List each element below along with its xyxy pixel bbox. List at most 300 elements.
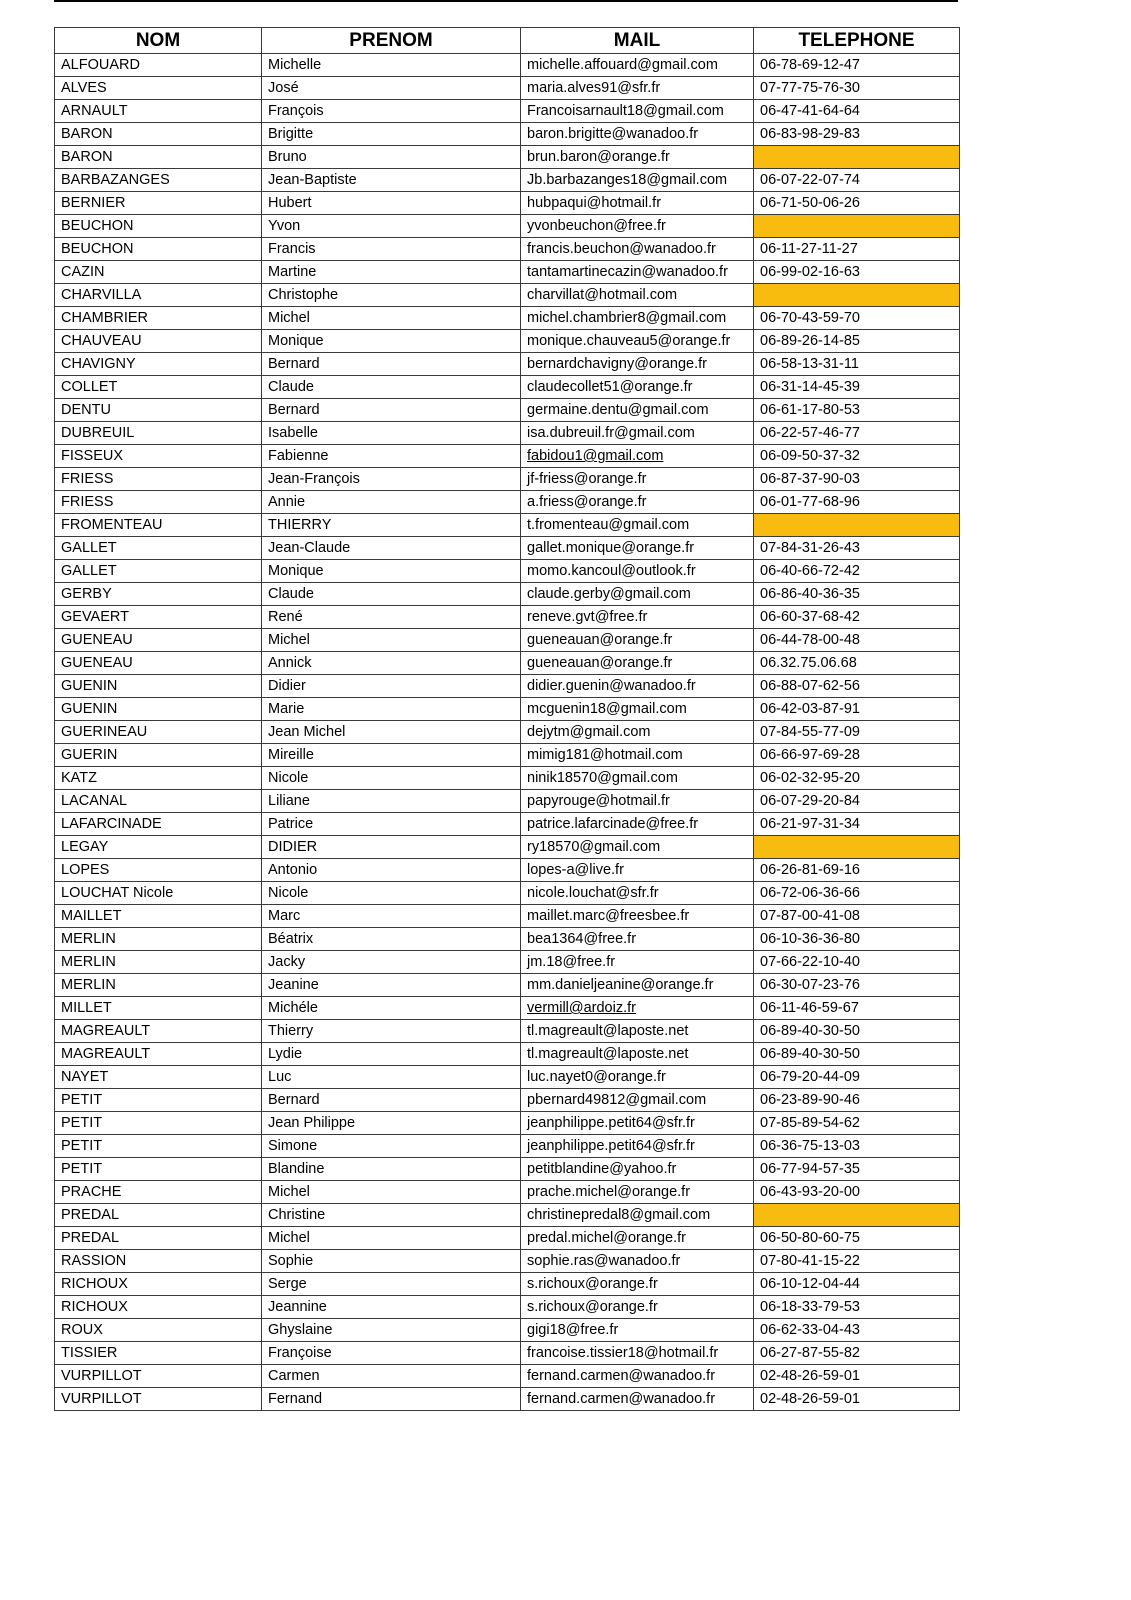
cell-mail: petitblandine@yahoo.fr xyxy=(521,1158,754,1181)
cell-telephone: 07-84-31-26-43 xyxy=(754,537,960,560)
cell-mail: gallet.monique@orange.fr xyxy=(521,537,754,560)
cell-prenom: Isabelle xyxy=(262,422,521,445)
cell-telephone: 06-72-06-36-66 xyxy=(754,882,960,905)
cell-mail: papyrouge@hotmail.fr xyxy=(521,790,754,813)
cell-prenom: Serge xyxy=(262,1273,521,1296)
cell-telephone: 06-83-98-29-83 xyxy=(754,123,960,146)
cell-mail: francoise.tissier18@hotmail.fr xyxy=(521,1342,754,1365)
table-row xyxy=(55,997,960,1020)
cell-nom: CHAMBRIER xyxy=(55,307,262,330)
cell-prenom: Marie xyxy=(262,698,521,721)
cell-telephone: 06.32.75.06.68 xyxy=(754,652,960,675)
table-row xyxy=(55,744,960,767)
cell-telephone: 06-02-32-95-20 xyxy=(754,767,960,790)
table-row xyxy=(55,399,960,422)
cell-telephone: 06-01-77-68-96 xyxy=(754,491,960,514)
cell-telephone: 06-66-97-69-28 xyxy=(754,744,960,767)
cell-telephone: 06-40-66-72-42 xyxy=(754,560,960,583)
table-row xyxy=(55,790,960,813)
cell-nom: LACANAL xyxy=(55,790,262,813)
cell-telephone: 06-31-14-45-39 xyxy=(754,376,960,399)
top-border-line xyxy=(54,0,958,2)
cell-nom: MAILLET xyxy=(55,905,262,928)
cell-mail: isa.dubreuil.fr@gmail.com xyxy=(521,422,754,445)
cell-nom: FRIESS xyxy=(55,468,262,491)
cell-telephone: 07-80-41-15-22 xyxy=(754,1250,960,1273)
cell-mail: maillet.marc@freesbee.fr xyxy=(521,905,754,928)
cell-telephone: 06-86-40-36-35 xyxy=(754,583,960,606)
cell-nom: ROUX xyxy=(55,1319,262,1342)
cell-nom: DENTU xyxy=(55,399,262,422)
cell-prenom: Claude xyxy=(262,583,521,606)
cell-telephone: 07-66-22-10-40 xyxy=(754,951,960,974)
cell-mail: maria.alves91@sfr.fr xyxy=(521,77,754,100)
cell-telephone: 06-58-13-31-11 xyxy=(754,353,960,376)
header-mail: MAIL xyxy=(521,28,754,54)
cell-telephone xyxy=(754,146,960,169)
cell-nom: MERLIN xyxy=(55,951,262,974)
cell-prenom: Jean Michel xyxy=(262,721,521,744)
cell-prenom: Jean-Claude xyxy=(262,537,521,560)
cell-nom: PRACHE xyxy=(55,1181,262,1204)
cell-telephone: 06-22-57-46-77 xyxy=(754,422,960,445)
cell-prenom: Christophe xyxy=(262,284,521,307)
cell-telephone: 06-61-17-80-53 xyxy=(754,399,960,422)
cell-nom: GUENEAU xyxy=(55,652,262,675)
cell-nom: MERLIN xyxy=(55,928,262,951)
cell-telephone: 06-43-93-20-00 xyxy=(754,1181,960,1204)
cell-prenom: Simone xyxy=(262,1135,521,1158)
cell-prenom: Michelle xyxy=(262,54,521,77)
cell-telephone xyxy=(754,1204,960,1227)
cell-telephone xyxy=(754,284,960,307)
cell-prenom: Mireille xyxy=(262,744,521,767)
cell-mail: ninik18570@gmail.com xyxy=(521,767,754,790)
cell-prenom: Liliane xyxy=(262,790,521,813)
cell-mail: mimig181@hotmail.com xyxy=(521,744,754,767)
table-row xyxy=(55,307,960,330)
cell-nom: DUBREUIL xyxy=(55,422,262,445)
cell-prenom: Blandine xyxy=(262,1158,521,1181)
cell-nom: PREDAL xyxy=(55,1227,262,1250)
table-row xyxy=(55,1273,960,1296)
cell-telephone: 06-10-36-36-80 xyxy=(754,928,960,951)
cell-mail: bernardchavigny@orange.fr xyxy=(521,353,754,376)
cell-telephone: 06-71-50-06-26 xyxy=(754,192,960,215)
cell-mail: reneve.gvt@free.fr xyxy=(521,606,754,629)
cell-nom: PETIT xyxy=(55,1158,262,1181)
cell-prenom: Jean-Baptiste xyxy=(262,169,521,192)
table-row xyxy=(55,514,960,537)
cell-telephone: 06-10-12-04-44 xyxy=(754,1273,960,1296)
cell-telephone xyxy=(754,836,960,859)
cell-mail: claude.gerby@gmail.com xyxy=(521,583,754,606)
cell-prenom: Carmen xyxy=(262,1365,521,1388)
cell-nom: BEUCHON xyxy=(55,215,262,238)
table-row xyxy=(55,353,960,376)
cell-telephone: 06-27-87-55-82 xyxy=(754,1342,960,1365)
table-row xyxy=(55,238,960,261)
cell-prenom: Bernard xyxy=(262,353,521,376)
cell-mail: prache.michel@orange.fr xyxy=(521,1181,754,1204)
cell-nom: GERBY xyxy=(55,583,262,606)
cell-prenom: José xyxy=(262,77,521,100)
cell-telephone: 07-87-00-41-08 xyxy=(754,905,960,928)
cell-prenom: Ghyslaine xyxy=(262,1319,521,1342)
cell-mail: jeanphilippe.petit64@sfr.fr xyxy=(521,1112,754,1135)
table-row xyxy=(55,951,960,974)
cell-nom: ALVES xyxy=(55,77,262,100)
table-row xyxy=(55,100,960,123)
table-row xyxy=(55,652,960,675)
table-row xyxy=(55,1204,960,1227)
cell-mail: yvonbeuchon@free.fr xyxy=(521,215,754,238)
cell-nom: PREDAL xyxy=(55,1204,262,1227)
table-row xyxy=(55,1043,960,1066)
table-row xyxy=(55,123,960,146)
cell-telephone: 06-07-29-20-84 xyxy=(754,790,960,813)
cell-mail: charvillat@hotmail.com xyxy=(521,284,754,307)
cell-nom: PETIT xyxy=(55,1135,262,1158)
cell-telephone xyxy=(754,215,960,238)
cell-nom: MAGREAULT xyxy=(55,1043,262,1066)
cell-prenom: Fernand xyxy=(262,1388,521,1411)
cell-telephone: 06-62-33-04-43 xyxy=(754,1319,960,1342)
cell-nom: BARON xyxy=(55,123,262,146)
table-row xyxy=(55,1181,960,1204)
cell-telephone: 06-30-07-23-76 xyxy=(754,974,960,997)
cell-telephone: 06-11-46-59-67 xyxy=(754,997,960,1020)
cell-nom: CHAVIGNY xyxy=(55,353,262,376)
cell-nom: FISSEUX xyxy=(55,445,262,468)
cell-mail: luc.nayet0@orange.fr xyxy=(521,1066,754,1089)
table-row xyxy=(55,192,960,215)
cell-telephone: 06-99-02-16-63 xyxy=(754,261,960,284)
table-row xyxy=(55,813,960,836)
cell-prenom: Michel xyxy=(262,1227,521,1250)
cell-nom: FRIESS xyxy=(55,491,262,514)
table-row xyxy=(55,422,960,445)
cell-mail: monique.chauveau5@orange.fr xyxy=(521,330,754,353)
cell-nom: GUERINEAU xyxy=(55,721,262,744)
cell-mail: mm.danieljeanine@orange.fr xyxy=(521,974,754,997)
cell-mail: predal.michel@orange.fr xyxy=(521,1227,754,1250)
table-row xyxy=(55,1112,960,1135)
table-row xyxy=(55,629,960,652)
cell-prenom: Marc xyxy=(262,905,521,928)
cell-nom: MAGREAULT xyxy=(55,1020,262,1043)
table-row xyxy=(55,1089,960,1112)
cell-nom: GALLET xyxy=(55,537,262,560)
cell-prenom: Martine xyxy=(262,261,521,284)
table-row xyxy=(55,1388,960,1411)
cell-prenom: Jean Philippe xyxy=(262,1112,521,1135)
cell-prenom: THIERRY xyxy=(262,514,521,537)
cell-mail: fabidou1@gmail.com xyxy=(521,445,754,468)
cell-nom: COLLET xyxy=(55,376,262,399)
cell-prenom: Sophie xyxy=(262,1250,521,1273)
header-telephone: TELEPHONE xyxy=(754,28,960,54)
cell-nom: RASSION xyxy=(55,1250,262,1273)
table-row xyxy=(55,1296,960,1319)
table-row xyxy=(55,974,960,997)
cell-prenom: Bernard xyxy=(262,1089,521,1112)
table-row xyxy=(55,1342,960,1365)
cell-telephone: 06-89-26-14-85 xyxy=(754,330,960,353)
table-row xyxy=(55,928,960,951)
cell-telephone: 07-84-55-77-09 xyxy=(754,721,960,744)
cell-prenom: Thierry xyxy=(262,1020,521,1043)
cell-prenom: Francis xyxy=(262,238,521,261)
cell-prenom: René xyxy=(262,606,521,629)
cell-telephone: 06-09-50-37-32 xyxy=(754,445,960,468)
cell-mail: claudecollet51@orange.fr xyxy=(521,376,754,399)
cell-mail: gigi18@free.fr xyxy=(521,1319,754,1342)
table-row xyxy=(55,1250,960,1273)
cell-mail: fernand.carmen@wanadoo.fr xyxy=(521,1365,754,1388)
cell-mail: pbernard49812@gmail.com xyxy=(521,1089,754,1112)
cell-telephone: 07-85-89-54-62 xyxy=(754,1112,960,1135)
cell-telephone: 06-87-37-90-03 xyxy=(754,468,960,491)
cell-nom: CHARVILLA xyxy=(55,284,262,307)
cell-mail: momo.kancoul@outlook.fr xyxy=(521,560,754,583)
table-row xyxy=(55,606,960,629)
cell-nom: BARBAZANGES xyxy=(55,169,262,192)
cell-nom: LEGAY xyxy=(55,836,262,859)
table-row xyxy=(55,1066,960,1089)
cell-mail: s.richoux@orange.fr xyxy=(521,1273,754,1296)
table-row xyxy=(55,1319,960,1342)
cell-mail: jm.18@free.fr xyxy=(521,951,754,974)
cell-telephone: 06-89-40-30-50 xyxy=(754,1020,960,1043)
table-header xyxy=(55,28,960,54)
header-nom: NOM xyxy=(55,28,262,54)
cell-nom: PETIT xyxy=(55,1089,262,1112)
table-row xyxy=(55,1020,960,1043)
cell-nom: VURPILLOT xyxy=(55,1388,262,1411)
cell-prenom: Nicole xyxy=(262,882,521,905)
cell-telephone: 06-21-97-31-34 xyxy=(754,813,960,836)
cell-telephone: 06-18-33-79-53 xyxy=(754,1296,960,1319)
cell-prenom: François xyxy=(262,100,521,123)
table-row xyxy=(55,54,960,77)
cell-prenom: Jacky xyxy=(262,951,521,974)
cell-nom: RICHOUX xyxy=(55,1273,262,1296)
cell-nom: GEVAERT xyxy=(55,606,262,629)
table-row xyxy=(55,445,960,468)
cell-telephone: 02-48-26-59-01 xyxy=(754,1365,960,1388)
cell-telephone: 06-77-94-57-35 xyxy=(754,1158,960,1181)
cell-mail: baron.brigitte@wanadoo.fr xyxy=(521,123,754,146)
cell-prenom: DIDIER xyxy=(262,836,521,859)
cell-nom: NAYET xyxy=(55,1066,262,1089)
cell-mail: lopes-a@live.fr xyxy=(521,859,754,882)
cell-mail: tantamartinecazin@wanadoo.fr xyxy=(521,261,754,284)
cell-nom: CAZIN xyxy=(55,261,262,284)
table-row xyxy=(55,376,960,399)
cell-nom: PETIT xyxy=(55,1112,262,1135)
table-row xyxy=(55,77,960,100)
cell-mail: ry18570@gmail.com xyxy=(521,836,754,859)
table-row xyxy=(55,330,960,353)
cell-prenom: Jeannine xyxy=(262,1296,521,1319)
cell-mail: francis.beuchon@wanadoo.fr xyxy=(521,238,754,261)
cell-prenom: Patrice xyxy=(262,813,521,836)
header-prenom: PRENOM xyxy=(262,28,521,54)
cell-prenom: Annick xyxy=(262,652,521,675)
table-row xyxy=(55,721,960,744)
cell-prenom: Brigitte xyxy=(262,123,521,146)
cell-telephone: 06-23-89-90-46 xyxy=(754,1089,960,1112)
cell-mail: bea1364@free.fr xyxy=(521,928,754,951)
table-row xyxy=(55,1158,960,1181)
table-row xyxy=(55,261,960,284)
cell-nom: KATZ xyxy=(55,767,262,790)
cell-telephone: 07-77-75-76-30 xyxy=(754,77,960,100)
cell-nom: BERNIER xyxy=(55,192,262,215)
cell-mail: s.richoux@orange.fr xyxy=(521,1296,754,1319)
table-row xyxy=(55,491,960,514)
cell-mail: michel.chambrier8@gmail.com xyxy=(521,307,754,330)
cell-telephone: 06-42-03-87-91 xyxy=(754,698,960,721)
cell-nom: GUERIN xyxy=(55,744,262,767)
cell-telephone: 06-11-27-11-27 xyxy=(754,238,960,261)
cell-prenom: Claude xyxy=(262,376,521,399)
cell-nom: FROMENTEAU xyxy=(55,514,262,537)
cell-nom: GUENIN xyxy=(55,675,262,698)
cell-prenom: Michel xyxy=(262,629,521,652)
cell-nom: GUENEAU xyxy=(55,629,262,652)
cell-nom: LOPES xyxy=(55,859,262,882)
table-row xyxy=(55,905,960,928)
cell-nom: BARON xyxy=(55,146,262,169)
cell-telephone: 06-26-81-69-16 xyxy=(754,859,960,882)
header-row xyxy=(55,28,960,54)
cell-nom: ARNAULT xyxy=(55,100,262,123)
cell-prenom: Christine xyxy=(262,1204,521,1227)
cell-telephone: 06-44-78-00-48 xyxy=(754,629,960,652)
cell-prenom: Michel xyxy=(262,1181,521,1204)
cell-nom: TISSIER xyxy=(55,1342,262,1365)
table-row xyxy=(55,859,960,882)
table-row xyxy=(55,284,960,307)
cell-nom: LOUCHAT Nicole xyxy=(55,882,262,905)
cell-prenom: Fabienne xyxy=(262,445,521,468)
cell-mail: Jb.barbazanges18@gmail.com xyxy=(521,169,754,192)
table-row xyxy=(55,560,960,583)
cell-mail: gueneauan@orange.fr xyxy=(521,652,754,675)
cell-mail: fernand.carmen@wanadoo.fr xyxy=(521,1388,754,1411)
cell-telephone xyxy=(754,514,960,537)
cell-mail: didier.guenin@wanadoo.fr xyxy=(521,675,754,698)
cell-prenom: Béatrix xyxy=(262,928,521,951)
cell-mail: germaine.dentu@gmail.com xyxy=(521,399,754,422)
cell-prenom: Jean-François xyxy=(262,468,521,491)
table-row xyxy=(55,836,960,859)
cell-telephone: 06-07-22-07-74 xyxy=(754,169,960,192)
cell-nom: RICHOUX xyxy=(55,1296,262,1319)
cell-telephone: 06-50-80-60-75 xyxy=(754,1227,960,1250)
cell-prenom: Monique xyxy=(262,560,521,583)
table-row xyxy=(55,169,960,192)
cell-mail: sophie.ras@wanadoo.fr xyxy=(521,1250,754,1273)
cell-nom: LAFARCINADE xyxy=(55,813,262,836)
cell-prenom: Bernard xyxy=(262,399,521,422)
cell-prenom: Jeanine xyxy=(262,974,521,997)
table-row xyxy=(55,215,960,238)
cell-mail: mcguenin18@gmail.com xyxy=(521,698,754,721)
cell-nom: BEUCHON xyxy=(55,238,262,261)
cell-mail: jf-friess@orange.fr xyxy=(521,468,754,491)
table-row xyxy=(55,583,960,606)
cell-mail: jeanphilippe.petit64@sfr.fr xyxy=(521,1135,754,1158)
cell-nom: ALFOUARD xyxy=(55,54,262,77)
cell-prenom: Françoise xyxy=(262,1342,521,1365)
cell-mail: dejytm@gmail.com xyxy=(521,721,754,744)
cell-mail: christinepredal8@gmail.com xyxy=(521,1204,754,1227)
cell-nom: MILLET xyxy=(55,997,262,1020)
cell-mail: a.friess@orange.fr xyxy=(521,491,754,514)
cell-telephone: 06-78-69-12-47 xyxy=(754,54,960,77)
cell-nom: GUENIN xyxy=(55,698,262,721)
cell-prenom: Luc xyxy=(262,1066,521,1089)
cell-nom: CHAUVEAU xyxy=(55,330,262,353)
cell-mail: t.fromenteau@gmail.com xyxy=(521,514,754,537)
cell-mail: tl.magreault@laposte.net xyxy=(521,1020,754,1043)
cell-telephone: 06-70-43-59-70 xyxy=(754,307,960,330)
cell-prenom: Annie xyxy=(262,491,521,514)
cell-prenom: Michéle xyxy=(262,997,521,1020)
cell-prenom: Nicole xyxy=(262,767,521,790)
cell-mail: nicole.louchat@sfr.fr xyxy=(521,882,754,905)
contacts-table xyxy=(54,27,960,1411)
table-row xyxy=(55,675,960,698)
table-row xyxy=(55,767,960,790)
cell-telephone: 06-47-41-64-64 xyxy=(754,100,960,123)
cell-mail: hubpaqui@hotmail.fr xyxy=(521,192,754,215)
cell-prenom: Monique xyxy=(262,330,521,353)
cell-mail: patrice.lafarcinade@free.fr xyxy=(521,813,754,836)
table-row xyxy=(55,1227,960,1250)
table-body xyxy=(55,54,960,1411)
cell-prenom: Didier xyxy=(262,675,521,698)
table-row xyxy=(55,146,960,169)
cell-mail: brun.baron@orange.fr xyxy=(521,146,754,169)
cell-mail: Francoisarnault18@gmail.com xyxy=(521,100,754,123)
table-row xyxy=(55,537,960,560)
cell-mail: tl.magreault@laposte.net xyxy=(521,1043,754,1066)
table-row xyxy=(55,882,960,905)
table-row xyxy=(55,468,960,491)
cell-telephone: 02-48-26-59-01 xyxy=(754,1388,960,1411)
cell-prenom: Bruno xyxy=(262,146,521,169)
cell-prenom: Michel xyxy=(262,307,521,330)
cell-telephone: 06-89-40-30-50 xyxy=(754,1043,960,1066)
cell-prenom: Lydie xyxy=(262,1043,521,1066)
cell-prenom: Hubert xyxy=(262,192,521,215)
cell-nom: MERLIN xyxy=(55,974,262,997)
cell-mail: gueneauan@orange.fr xyxy=(521,629,754,652)
cell-telephone: 06-79-20-44-09 xyxy=(754,1066,960,1089)
cell-nom: VURPILLOT xyxy=(55,1365,262,1388)
table-row xyxy=(55,698,960,721)
table-row xyxy=(55,1135,960,1158)
cell-telephone: 06-88-07-62-56 xyxy=(754,675,960,698)
cell-prenom: Yvon xyxy=(262,215,521,238)
cell-telephone: 06-36-75-13-03 xyxy=(754,1135,960,1158)
cell-mail: michelle.affouard@gmail.com xyxy=(521,54,754,77)
cell-mail: vermill@ardoiz.fr xyxy=(521,997,754,1020)
